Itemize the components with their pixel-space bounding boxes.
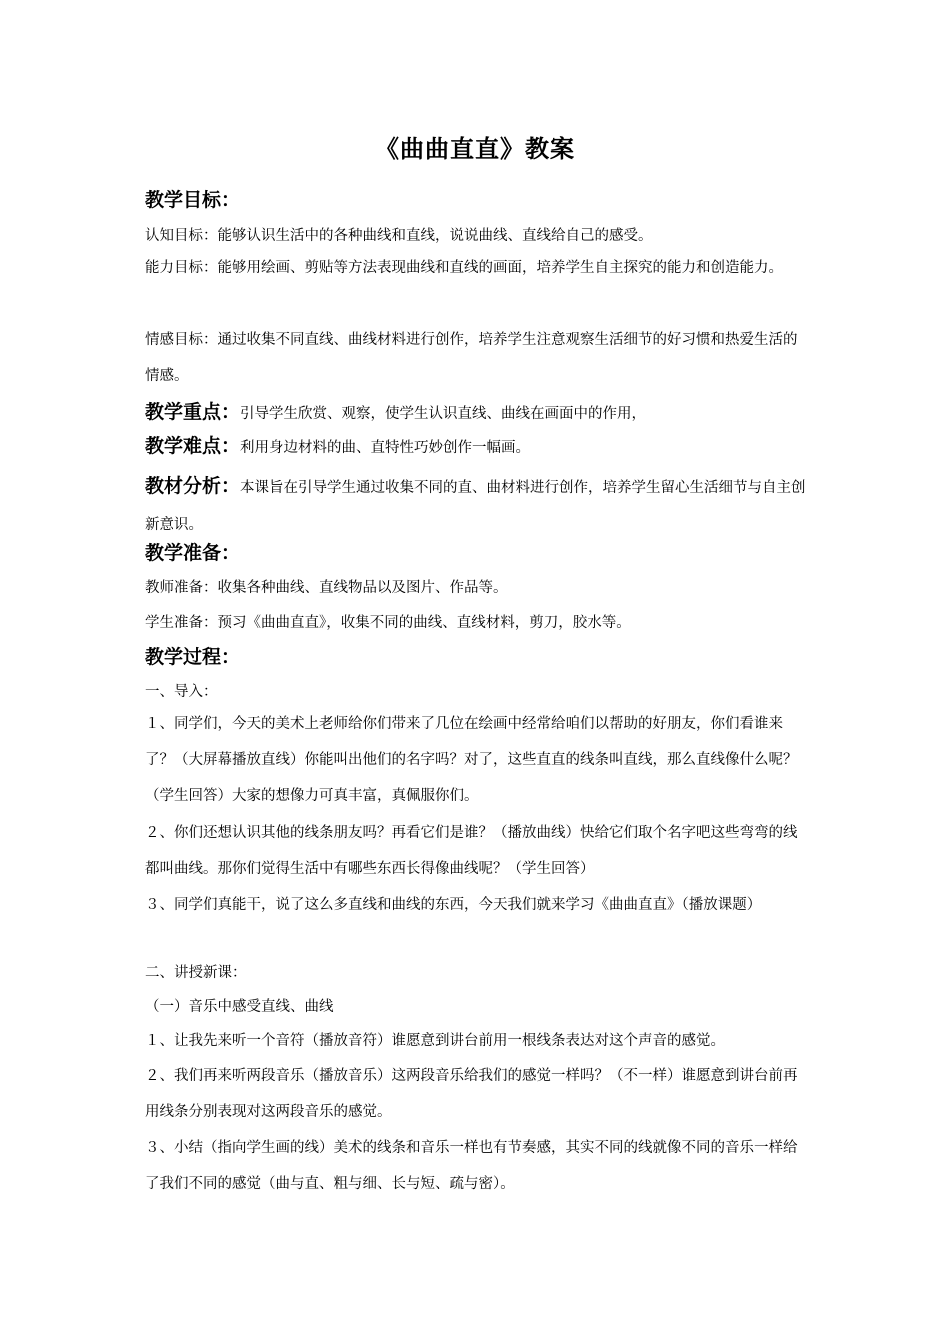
ability-objective: 能力目标：能够用绘画、剪贴等方法表现曲线和直线的画面，培养学生自主探究的能力和创造能力。 xyxy=(145,260,783,276)
key-points xyxy=(145,397,810,429)
key-points-text: 引导学生欣赏、观察，使学生认识直线、曲线在画面中的作用， xyxy=(240,406,647,422)
preparation-heading: 教学准备： xyxy=(145,542,241,564)
difficulties-text: 利用身边材料的曲、直特性巧妙创作一幅画。 xyxy=(240,440,531,456)
intro-paragraph-2: ２、你们还想认识其他的线条朋友吗？再看它们是谁？（播放曲线）快给它们取个名字吧这些弯弯的线都叫曲线。那你们觉得生活中有哪些东西长得像曲线呢？（学生回答） xyxy=(145,825,798,877)
objectives-heading: 教学目标： xyxy=(145,189,241,211)
section-new-lesson-heading: 二、讲授新课： xyxy=(145,965,247,981)
emotion-objective: 情感目标：通过收集不同直线、曲线材料进行创作，培养学生注意观察生活细节的好习惯和热爱生活的情感。 xyxy=(145,332,798,384)
difficulties xyxy=(145,431,810,463)
difficulties-heading: 教学难点： xyxy=(145,435,241,457)
intro-paragraph-1: １、同学们，今天的美术上老师给你们带来了几位在绘画中经常给咱们以帮助的好朋友，你们看谁来了？（大屏幕播放直线）你能叫出他们的名字吗？对了，这些直直的线条叫直线，那么直线像什么呢？（学生回答）大家的想像力可真丰富，真佩服你们。 xyxy=(145,716,798,804)
intro-paragraph-3: ３、同学们真能干，说了这么多直线和曲线的东西，今天我们就来学习《曲曲直直》（播放课题） xyxy=(145,897,762,913)
subsection-music-heading: （一）音乐中感受直线、曲线 xyxy=(145,999,334,1015)
analysis xyxy=(145,468,810,543)
lesson-paragraph-1: １、让我先来听一个音符（播放音符）谁愿意到讲台前用一根线条表达对这个声音的感觉。 xyxy=(145,1033,725,1049)
lesson-paragraph-2: ２、我们再来听两段音乐（播放音乐）这两段音乐给我们的感觉一样吗？（不一样）谁愿意到讲台前再用线条分别表现对这两段音乐的感觉。 xyxy=(145,1068,798,1120)
document-title: 《曲曲直直》教案 xyxy=(375,134,575,163)
analysis-text: 本课旨在引导学生通过收集不同的直、曲材料进行创作，培养学生留心生活细节与自主创新意识。 xyxy=(145,480,806,533)
teacher-preparation: 教师准备：收集各种曲线、直线物品以及图片、作品等。 xyxy=(145,580,508,596)
lesson-paragraph-3: ３、小结（指向学生画的线）美术的线条和音乐一样也有节奏感，其实不同的线就像不同的音乐一样给了我们不同的感觉（曲与直、粗与细、长与短、疏与密）。 xyxy=(145,1140,798,1192)
student-preparation: 学生准备：预习《曲曲直直》，收集不同的曲线、直线材料，剪刀，胶水等。 xyxy=(145,615,631,631)
analysis-heading: 教材分析： xyxy=(145,475,241,497)
cognitive-objective: 认知目标：能够认识生活中的各种曲线和直线，说说曲线、直线给自己的感受。 xyxy=(145,228,653,244)
process-heading: 教学过程： xyxy=(145,646,241,668)
key-points-heading: 教学重点： xyxy=(145,401,241,423)
section-intro-heading: 一、导入： xyxy=(145,684,218,700)
